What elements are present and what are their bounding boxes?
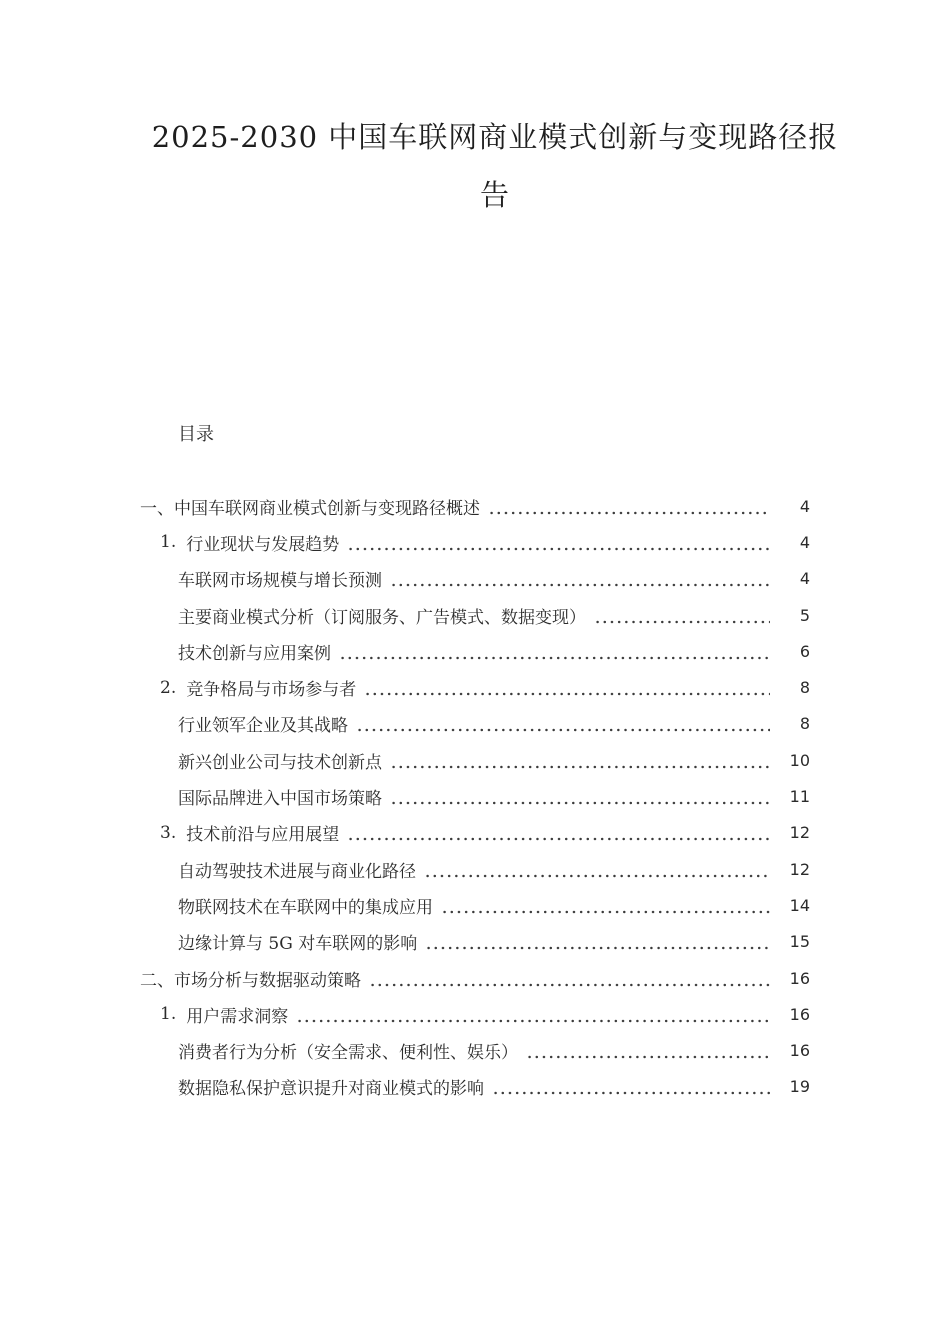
- toc-dot-leader: [390, 788, 770, 805]
- toc-entry[interactable]: [0, 778, 950, 814]
- toc-dot-leader: [369, 970, 770, 987]
- toc-dot-leader: [594, 607, 770, 624]
- toc-entry-text: 数据隐私保护意识提升对商业模式的影响: [178, 1079, 484, 1100]
- toc-dot-leader: [526, 1042, 770, 1059]
- toc-entry-text: 行业领军企业及其战略: [178, 716, 348, 737]
- toc-entry[interactable]: [0, 887, 950, 923]
- toc-entry-label-group: [178, 711, 348, 736]
- toc-entry-page-number: 5: [799, 605, 810, 625]
- toc-entry-page-number: 6: [799, 641, 810, 661]
- toc-entry-number: 一、: [140, 498, 174, 519]
- toc-entry-text: 国际品牌进入中国市场策略: [178, 789, 382, 810]
- toc-entry-label-group: [178, 566, 382, 591]
- toc-entry-number: 二、: [140, 970, 174, 991]
- toc-entry-page-number: 4: [799, 569, 810, 589]
- toc-entry[interactable]: [0, 561, 950, 597]
- toc-entry-label-group: [160, 675, 356, 700]
- toc-entry-text: 竞争格局与市场参与者: [186, 680, 357, 701]
- toc-entry-text: 行业现状与发展趋势: [186, 534, 340, 555]
- toc-entry-label-group: [178, 639, 331, 664]
- toc-entry-page-number: 16: [789, 1004, 810, 1024]
- toc-entry-label-group: [178, 893, 433, 918]
- toc-entry[interactable]: [0, 1032, 950, 1068]
- toc-entry-page-number: 8: [799, 714, 810, 734]
- toc-entry-number: 1.: [160, 532, 177, 553]
- toc-entry[interactable]: [0, 597, 950, 633]
- toc-entry-page-number: 4: [799, 532, 810, 552]
- toc-entry[interactable]: [0, 742, 950, 778]
- toc-entry-page-number: 16: [789, 1041, 810, 1061]
- toc-entry-page-number: 12: [789, 823, 810, 843]
- toc-dot-leader: [390, 570, 770, 587]
- toc-entry[interactable]: [0, 960, 950, 996]
- toc-entry-text: 物联网技术在车联网中的集成应用: [178, 897, 433, 918]
- toc-entry-page-number: 15: [789, 932, 810, 952]
- toc-entry-label-group: [178, 784, 382, 809]
- toc-dot-leader: [364, 679, 770, 696]
- toc-entry-text: 新兴创业公司与技术创新点: [178, 752, 382, 773]
- toc-entry-label-group: [160, 530, 339, 555]
- toc-entry-page-number: 14: [789, 895, 810, 915]
- toc-entry[interactable]: [0, 633, 950, 669]
- toc-heading: 目录: [178, 424, 214, 445]
- toc-entry-label-group: [178, 857, 416, 882]
- toc-entry-label-group: [178, 603, 586, 628]
- toc-entry-text: 用户需求洞察: [186, 1006, 289, 1027]
- table-of-contents: [0, 488, 950, 1105]
- document-title: [150, 108, 840, 224]
- toc-dot-leader: [425, 933, 770, 950]
- document-title-line-2: 告: [479, 178, 510, 212]
- toc-entry-label-group: [160, 820, 339, 845]
- toc-dot-leader: [488, 498, 770, 515]
- toc-entry-page-number: 10: [789, 750, 810, 770]
- toc-entry-label-group: [178, 748, 382, 773]
- toc-dot-leader: [339, 643, 770, 660]
- toc-entry[interactable]: [0, 669, 950, 705]
- toc-entry-number: 3.: [160, 822, 177, 843]
- toc-entry-label-group: [140, 494, 480, 519]
- toc-entry-number: 2.: [160, 677, 177, 698]
- toc-entry[interactable]: [0, 706, 950, 742]
- document-title-line-1: 2025-2030 中国车联网商业模式创新与变现路径报: [151, 120, 839, 154]
- toc-entry-text: 边缘计算与 5G 对车联网的影响: [178, 934, 418, 955]
- toc-entry-text: 自动驾驶技术进展与商业化路径: [178, 861, 416, 882]
- toc-entry-page-number: 11: [789, 787, 810, 807]
- toc-entry-text: 技术前沿与应用展望: [186, 825, 340, 846]
- toc-entry-label-group: [140, 966, 361, 991]
- toc-entry-page-number: 19: [789, 1077, 810, 1097]
- toc-entry-page-number: 8: [799, 678, 810, 698]
- toc-entry-label-group: [178, 1074, 484, 1099]
- toc-entry[interactable]: [0, 524, 950, 560]
- toc-entry-text: 车联网市场规模与增长预测: [178, 571, 382, 592]
- toc-entry[interactable]: [0, 815, 950, 851]
- toc-entry-text: 主要商业模式分析（订阅服务、广告模式、数据变现）: [178, 607, 586, 628]
- toc-entry-page-number: 12: [789, 859, 810, 879]
- toc-entry-text: 消费者行为分析（安全需求、便利性、娱乐）: [178, 1043, 518, 1064]
- toc-entry-label-group: [160, 1002, 288, 1027]
- toc-dot-leader: [347, 824, 770, 841]
- toc-entry-text: 市场分析与数据驱动策略: [174, 970, 361, 991]
- toc-entry[interactable]: [0, 488, 950, 524]
- toc-entry[interactable]: [0, 1069, 950, 1105]
- toc-entry-text: 中国车联网商业模式创新与变现路径概述: [174, 498, 480, 519]
- toc-dot-leader: [441, 897, 770, 914]
- toc-entry[interactable]: [0, 996, 950, 1032]
- toc-entry[interactable]: [0, 851, 950, 887]
- toc-entry-label-group: [178, 929, 417, 954]
- toc-dot-leader: [296, 1006, 770, 1023]
- toc-dot-leader: [390, 752, 770, 769]
- toc-dot-leader: [347, 534, 770, 551]
- toc-entry-text: 技术创新与应用案例: [178, 643, 331, 664]
- toc-dot-leader: [424, 861, 770, 878]
- toc-entry-number: 1.: [160, 1004, 177, 1025]
- toc-entry-page-number: 16: [789, 968, 810, 988]
- toc-dot-leader: [492, 1078, 770, 1095]
- toc-entry[interactable]: [0, 924, 950, 960]
- toc-entry-label-group: [178, 1038, 518, 1063]
- toc-dot-leader: [356, 715, 770, 732]
- toc-entry-page-number: 4: [799, 496, 810, 516]
